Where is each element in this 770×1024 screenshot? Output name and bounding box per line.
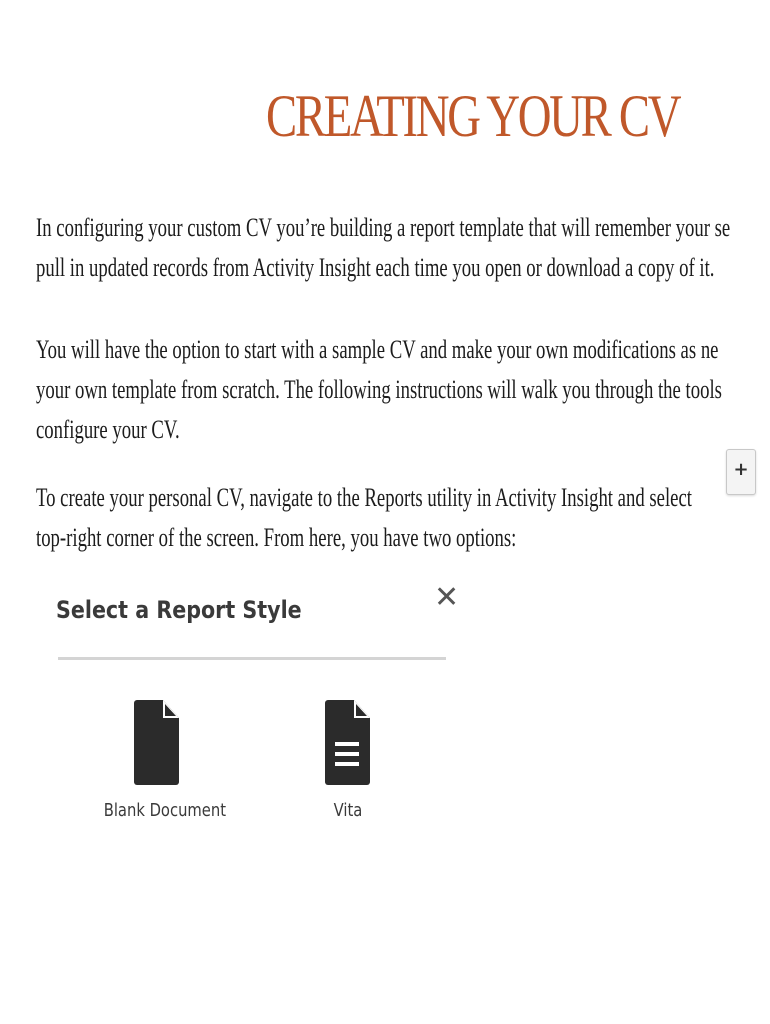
- blank-document-option[interactable]: [92, 698, 227, 821]
- options-paragraph: [36, 330, 722, 450]
- close-icon[interactable]: ✕: [434, 580, 460, 615]
- dialog-divider: [58, 657, 446, 660]
- vita-option[interactable]: [300, 698, 396, 821]
- paragraph-line: In configuring your custom CV you’re building a report template that will remember your se: [36, 213, 731, 242]
- option-label: Vita: [333, 800, 363, 821]
- option-label: Blank Document: [103, 800, 227, 821]
- dialog-title: Select a Report Style: [56, 596, 302, 624]
- blank-document-icon: [133, 698, 181, 786]
- instructions-paragraph: [36, 478, 692, 558]
- page-title: CREATING YOUR CV: [266, 83, 680, 149]
- paragraph-line: configure your CV.: [36, 415, 180, 444]
- plus-icon: +: [733, 459, 749, 480]
- add-report-button[interactable]: [726, 449, 756, 495]
- paragraph-line: You will have the option to start with a sample CV and make your own modifications as ne: [36, 335, 719, 364]
- paragraph-line: your own template from scratch. The following instructions will walk you through the tools: [36, 375, 722, 404]
- text-document-icon: [324, 698, 372, 786]
- intro-paragraph: [36, 208, 730, 288]
- paragraph-line: pull in updated records from Activity Insight each time you open or download a copy of it.: [36, 253, 715, 282]
- paragraph-line: To create your personal CV, navigate to the Reports utility in Activity Insight and select: [36, 483, 693, 512]
- paragraph-line: top-right corner of the screen. From here, you have two options:: [36, 523, 517, 552]
